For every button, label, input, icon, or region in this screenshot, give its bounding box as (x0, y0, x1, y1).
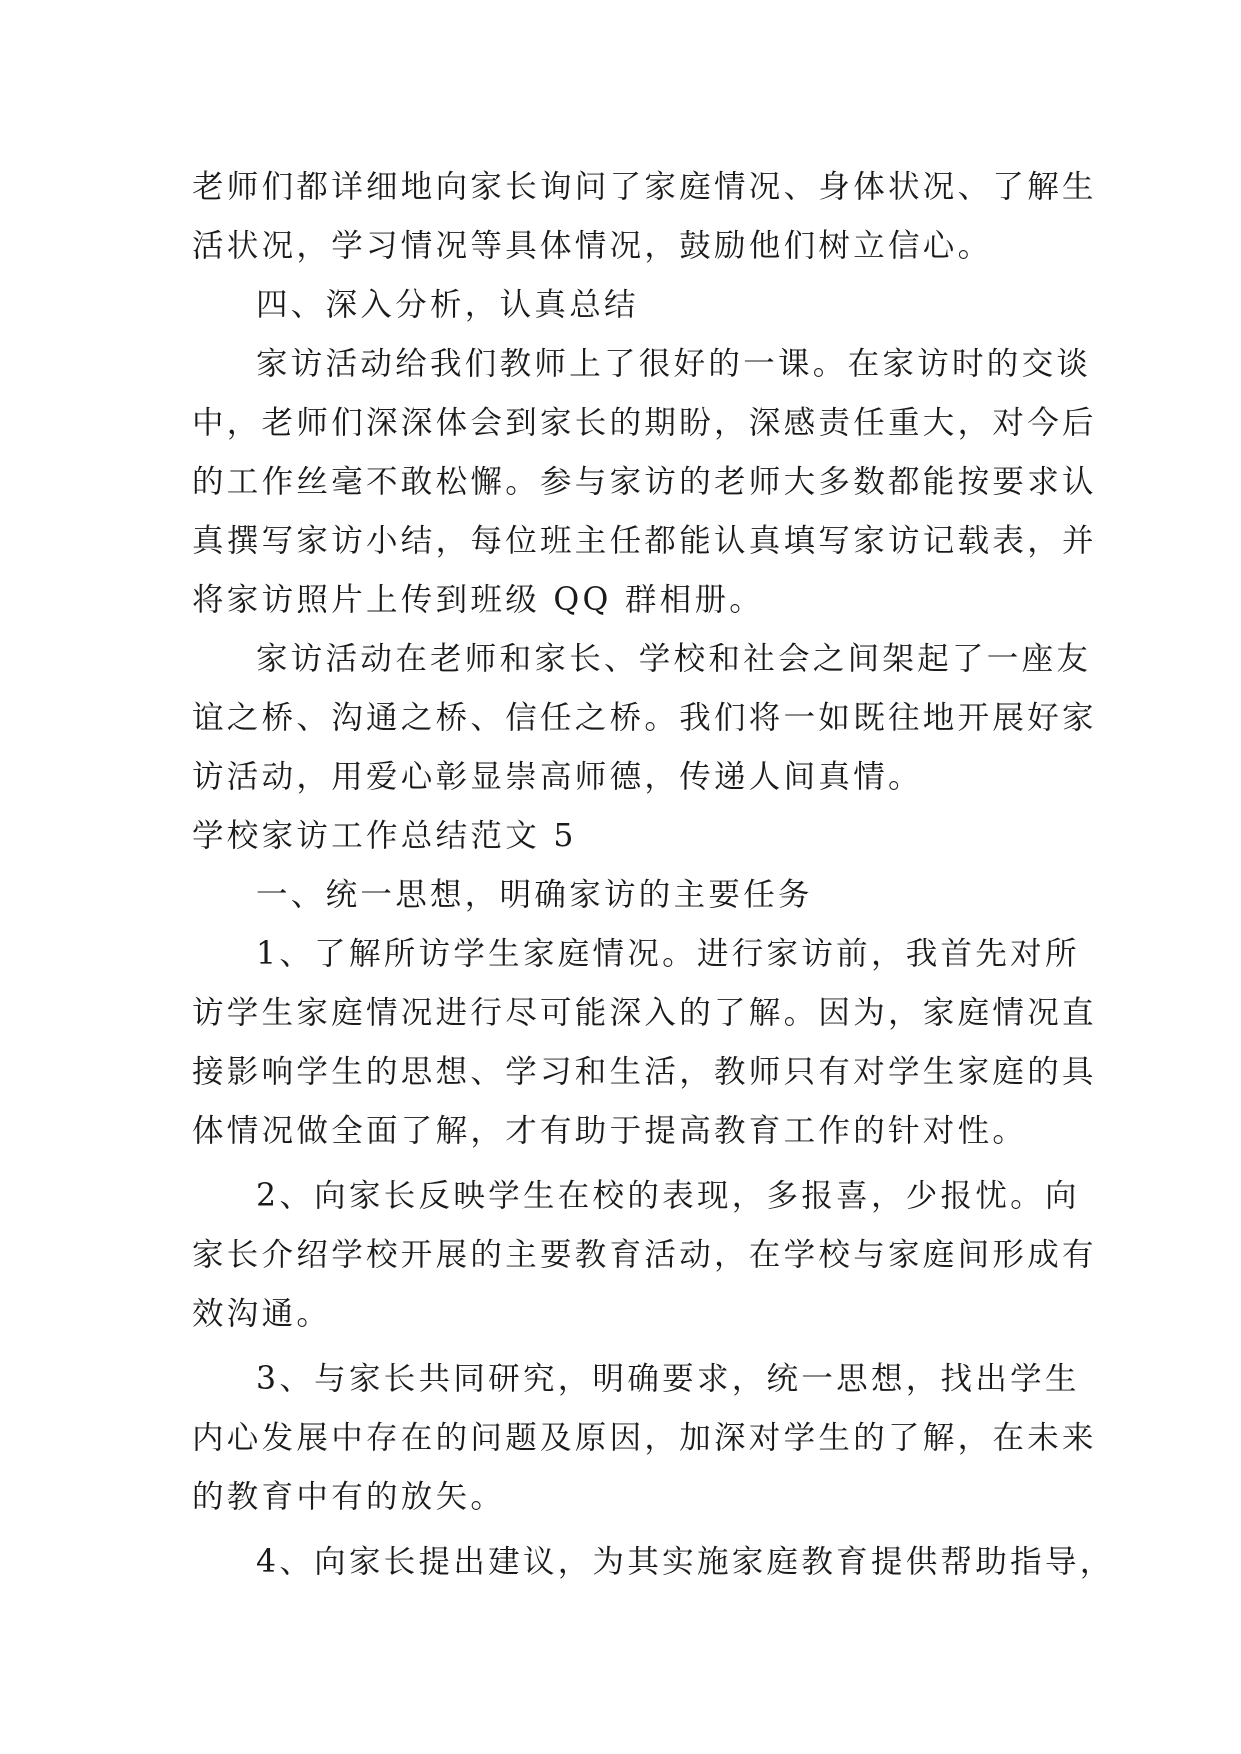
text-line: 访学生家庭情况进行尽可能深入的了解。因为，家庭情况直 (192, 995, 1097, 1031)
text-line: 的工作丝毫不敢松懈。参与家访的老师大多数都能按要求认 (192, 464, 1097, 500)
text-line: 1、了解所访学生家庭情况。进行家访前，我首先对所 (256, 936, 1080, 972)
paragraph (192, 925, 1097, 1161)
text-line: 效沟通。 (192, 1296, 332, 1332)
text-line: 家访活动给我们教师上了很好的一课。在家访时的交谈 (256, 346, 1092, 382)
section-heading (192, 866, 1054, 925)
text-line: 接影响学生的思想、学习和生活，教师只有对学生家庭的具 (192, 1054, 1097, 1090)
text-line: 3、与家长共同研究，明确要求，统一思想，找出学生 (256, 1361, 1080, 1397)
text-line: 老师们都详细地向家长询问了家庭情况、身体状况、了解生 (192, 169, 1097, 205)
document-page (192, 158, 1115, 1592)
paragraph (192, 1533, 1115, 1592)
section-heading (192, 276, 1054, 335)
text-line: 2、向家长反映学生在校的表现，多报喜，少报忧。向 (256, 1178, 1080, 1214)
text-line: 中，老师们深深体会到家长的期盼，深感责任重大，对今后 (192, 405, 1097, 441)
paragraph (192, 335, 1097, 630)
paragraph (192, 1167, 1097, 1344)
text-line: 活状况，学习情况等具体情况，鼓励他们树立信心。 (192, 228, 993, 264)
text-line: 真撰写家访小结，每位班主任都能认真填写家访记载表，并 (192, 523, 1097, 559)
text-line: 将家访照片上传到班级 QQ 群相册。 (192, 582, 765, 618)
article-title (192, 807, 1054, 866)
text-line: 体情况做全面了解，才有助于提高教育工作的针对性。 (192, 1113, 1028, 1149)
paragraph (192, 1350, 1097, 1527)
text-line: 家访活动在老师和家长、学校和社会之间架起了一座友 (256, 641, 1092, 677)
text-line: 四、深入分析，认真总结 (256, 287, 639, 323)
text-line: 学校家访工作总结范文 5 (192, 818, 577, 854)
text-line: 访活动，用爱心彰显崇高师德，传递人间真情。 (192, 759, 923, 795)
paragraph (192, 158, 1097, 276)
text-line: 内心发展中存在的问题及原因，加深对学生的了解，在未来 (192, 1420, 1097, 1456)
text-line: 家长介绍学校开展的主要教育活动，在学校与家庭间形成有 (192, 1237, 1097, 1273)
text-line: 4、向家长提出建议，为其实施家庭教育提供帮助指导， (256, 1544, 1115, 1580)
text-line: 一、统一思想，明确家访的主要任务 (256, 877, 813, 913)
text-line: 谊之桥、沟通之桥、信任之桥。我们将一如既往地开展好家 (192, 700, 1097, 736)
paragraph (192, 630, 1097, 807)
text-line: 的教育中有的放矢。 (192, 1479, 506, 1515)
